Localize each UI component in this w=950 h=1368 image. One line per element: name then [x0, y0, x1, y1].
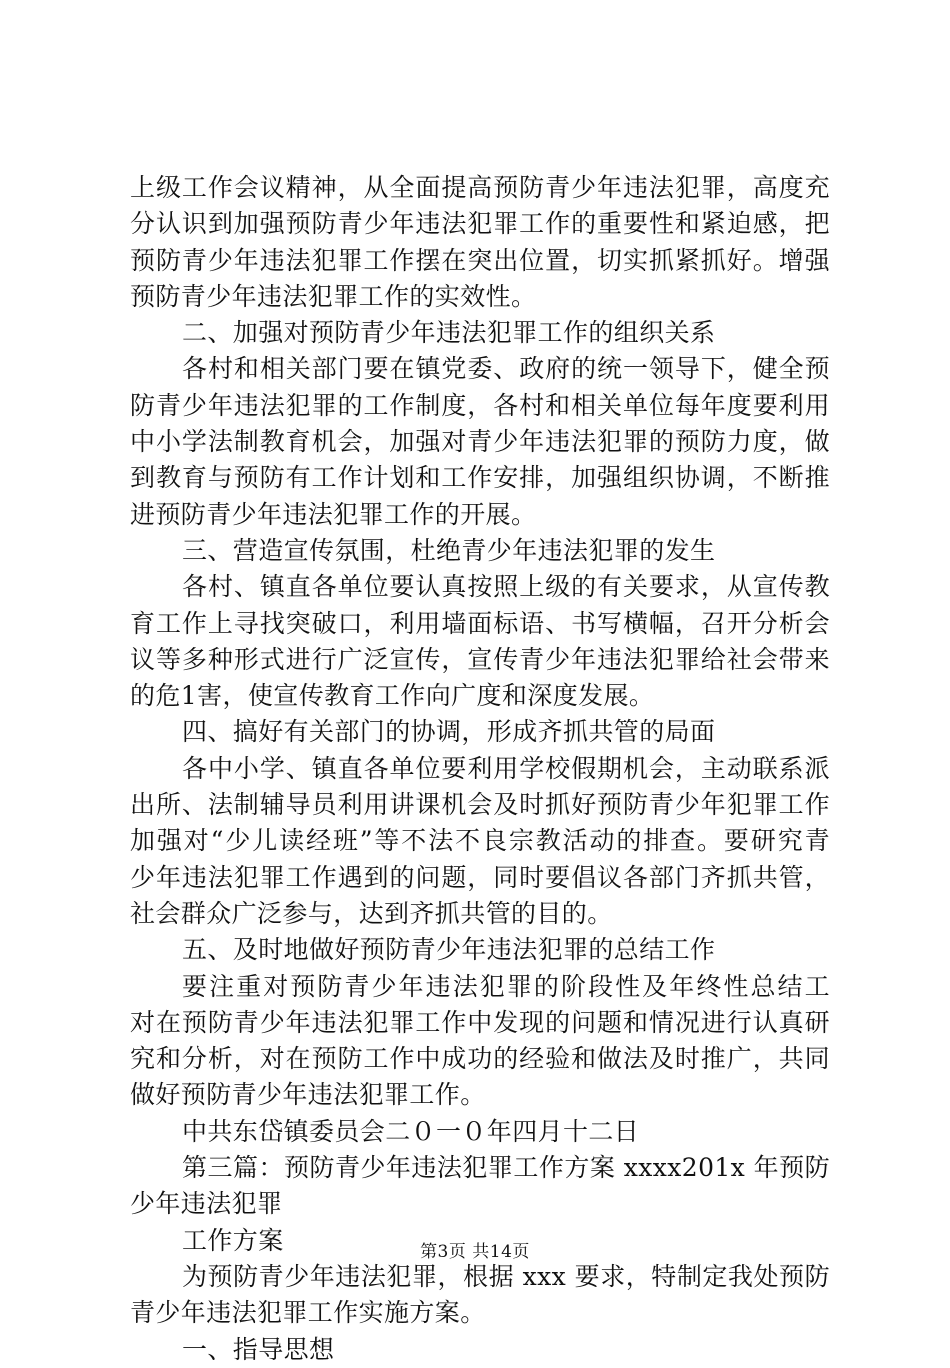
- text-line: 育工作上寻找突破口，利用墙面标语、书写横幅，召开分析会: [130, 608, 830, 638]
- text-line: 的危1害，使宣传教育工作向广度和深度发展。: [130, 681, 655, 711]
- text-line: 预防青少年违法犯罪工作摆在突出位置，切实抓紧抓好。增强: [130, 245, 830, 275]
- text-line: 中小学法制教育机会，加强对青少年违法犯罪的预防力度，做: [130, 427, 830, 457]
- text-line: 为预防青少年违法犯罪，根据 xxx 要求，特制定我处预防: [182, 1261, 830, 1291]
- text-line: 青少年违法犯罪工作实施方案。: [130, 1298, 486, 1328]
- text-line: 三、营造宣传氛围，杜绝青少年违法犯罪的发生: [182, 535, 716, 565]
- document-body: [130, 170, 830, 1368]
- text-line: 中共东岱镇委员会二０一０年四月十二日: [182, 1116, 640, 1146]
- text-line: 各中小学、镇直各单位要利用学校假期机会，主动联系派: [182, 753, 830, 783]
- text-line: 第三篇：预防青少年违法犯罪工作方案 xxxx201x 年预防: [182, 1153, 830, 1183]
- text-line: 上级工作会议精神，从全面提高预防青少年违法犯罪，高度充: [130, 173, 830, 202]
- text-line: 分认识到加强预防青少年违法犯罪工作的重要性和紧迫感，把: [130, 209, 830, 239]
- text-line: 到教育与预防有工作计划和工作安排，加强组织协调，不断推: [130, 463, 830, 493]
- text-line: 进预防青少年违法犯罪工作的开展。: [130, 499, 537, 529]
- text-line: 少年违法犯罪工作遇到的问题，同时要倡议各部门齐抓共管，: [130, 862, 830, 892]
- text-line: 一、指导思想: [182, 1334, 335, 1364]
- text-line: 议等多种形式进行广泛宣传，宣传青少年违法犯罪给社会带来: [130, 644, 830, 674]
- text-line: 出所、法制辅导员利用讲课机会及时抓好预防青少年犯罪工作: [130, 790, 830, 820]
- text-line: 社会群众广泛参与，达到齐抓共管的目的。: [130, 898, 613, 928]
- text-line: 二、加强对预防青少年违法犯罪工作的组织关系: [182, 318, 716, 348]
- text-line: 少年违法犯罪: [130, 1189, 283, 1219]
- text-line: 各村和相关部门要在镇党委、政府的统一领导下，健全预: [182, 354, 830, 384]
- text-line: 要注重对预防青少年违法犯罪的阶段性及年终性总结工: [182, 971, 830, 1001]
- page-footer: 第3页 共14页: [420, 1242, 530, 1262]
- text-line: 防青少年违法犯罪的工作制度，各村和相关单位每年度要利用: [130, 390, 830, 420]
- text-line: 对在预防青少年违法犯罪工作中发现的问题和情况进行认真研: [130, 1007, 830, 1037]
- text-line: 做好预防青少年违法犯罪工作。: [130, 1080, 486, 1110]
- text-line: 加强对“少儿读经班”等不法不良宗教活动的排查。要研究青: [130, 826, 830, 856]
- text-line: 四、搞好有关部门的协调，形成齐抓共管的局面: [182, 717, 716, 747]
- text-line: 预防青少年违法犯罪工作的实效性。: [130, 281, 537, 311]
- text-line: 工作方案: [182, 1225, 284, 1255]
- text-line: 五、及时地做好预防青少年违法犯罪的总结工作: [182, 935, 716, 965]
- text-line: 各村、镇直各单位要认真按照上级的有关要求，从宣传教: [182, 572, 830, 602]
- text-line: 究和分析，对在预防工作中成功的经验和做法及时推广，共同: [130, 1044, 830, 1074]
